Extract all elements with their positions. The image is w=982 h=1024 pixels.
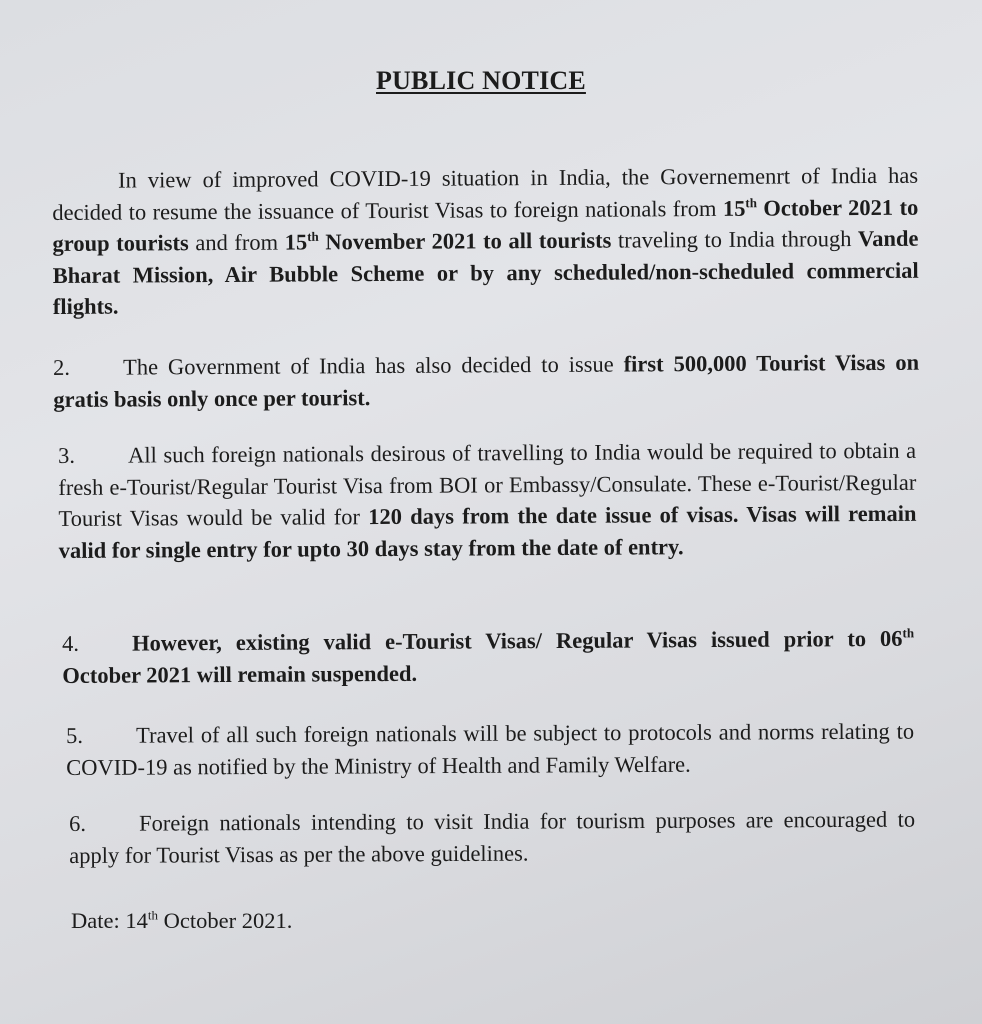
paragraph-number: 4.: [62, 630, 80, 656]
p1-bold-3: Vande Bharat Mission, Air Bubble Scheme or by any scheduled/non-scheduled commercial flights.: [52, 225, 919, 319]
notice-date: [71, 905, 571, 937]
p5-text-1: Travel of all such foreign nationals will be subject to protocols and norms relating to COVID-19 as notified by the Ministry of Health and Family Welfare.: [66, 718, 915, 780]
p1-bold-1a: 15: [722, 195, 746, 221]
p1-bold-date-2: [285, 228, 612, 255]
date-sup: th: [147, 907, 158, 923]
paragraph-2: [53, 347, 919, 415]
p4-bold-1: However, existing valid e-Tourist Visas/ Regular Visas issued prior to 06: [132, 625, 903, 656]
p1-text-2: and from: [188, 229, 285, 256]
p3-text-1: All such foreign nationals desirous of travelling to India would be required to obtain a fresh e-Tourist/Regular Tourist Visa from BOI or Embassy/Consulate. These e-Tourist/Regular Tourist Visas would be valid for: [58, 437, 917, 531]
date-label: Date: 14: [71, 908, 148, 933]
page-title: PUBLIC NOTICE: [376, 66, 586, 95]
p4-sup: th: [902, 625, 915, 641]
p2-text-1: The Government of India has also decided to issue: [123, 351, 624, 380]
paragraph-number: 6.: [69, 810, 87, 836]
p4-bold-2: October 2021 will remain suspended.: [62, 660, 418, 688]
p2-bold-1: first 500,000 Tourist Visas on gratis basis only once per tourist.: [53, 349, 920, 412]
p1-sup-2: th: [307, 228, 319, 244]
p1-bold-2b: November 2021 to all tourists: [318, 227, 612, 255]
p1-text-3: traveling to India through: [611, 226, 859, 253]
paragraph-4: [62, 623, 914, 691]
paragraph-number: 3.: [58, 442, 76, 468]
p1-sup-1: th: [745, 194, 757, 210]
p6-text-1: Foreign nationals intending to visit India for tourism purposes are encouraged to apply for Tourist Visas as per the above guidelines.: [69, 806, 916, 868]
p3-bold-1: 120 days from the date issue of visas. Visas will remain valid for single entry for upto 30 days stay from the date of entry.: [58, 500, 917, 563]
p1-bold-1b: October 2021 to group tourists: [52, 194, 919, 256]
date-rest: October 2021.: [157, 908, 293, 933]
paragraph-number: 2.: [53, 354, 71, 380]
p1-text-1: In view of improved COVID-19 situation in India, the Governemenrt of India has decided to resume the issuance of Tourist Visas to foreign nationals from: [52, 162, 919, 225]
paragraph-number: 5.: [66, 722, 84, 748]
p1-bold-2a: 15: [284, 229, 308, 255]
paragraph-1: [52, 160, 919, 323]
paragraph-6: [69, 804, 915, 871]
paragraph-3: [58, 435, 917, 566]
paragraph-5: [66, 716, 914, 783]
